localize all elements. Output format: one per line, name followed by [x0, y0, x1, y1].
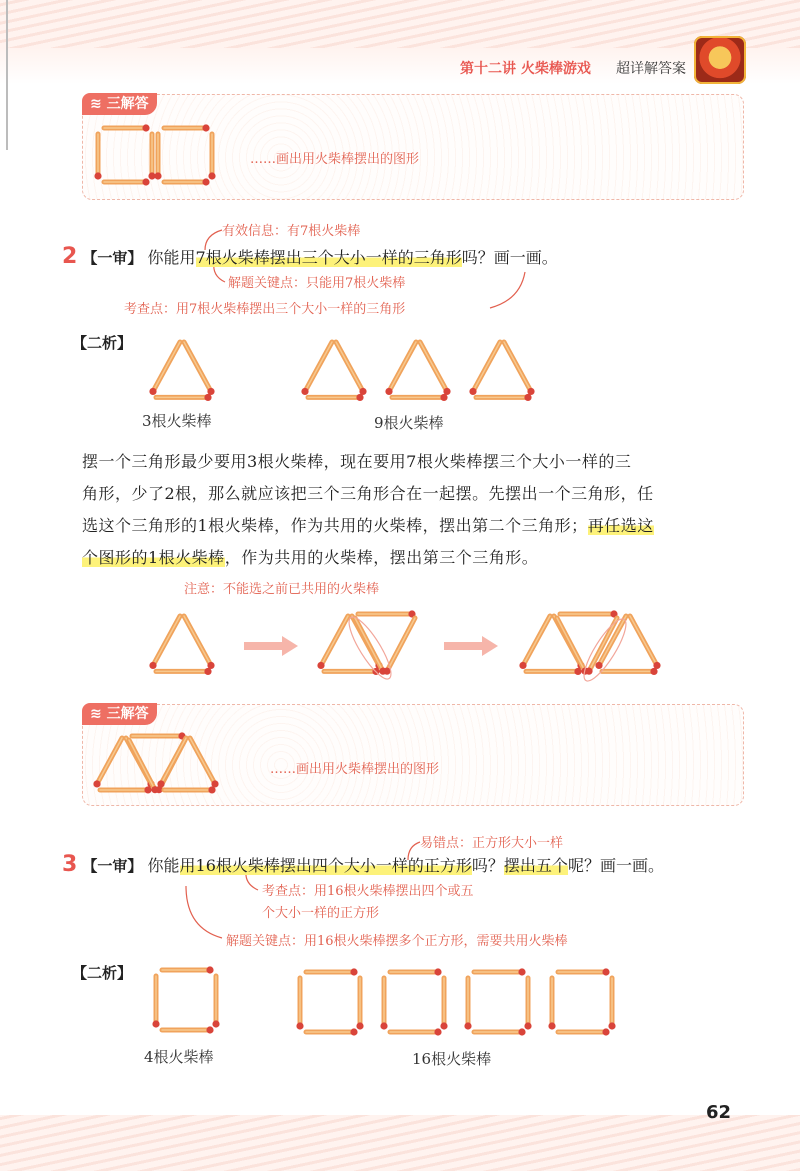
- matchstick: [306, 968, 358, 975]
- q3-text-a: 你能: [147, 856, 180, 875]
- q3-text-c: 呢？画一画。: [567, 856, 664, 875]
- matchstick: [464, 978, 471, 1030]
- matchstick: [558, 1028, 610, 1035]
- q2-note-exam: 考查点：用7根火柴棒摆出三个大小一样的三角形: [124, 302, 406, 317]
- q3-number: 3: [62, 852, 78, 877]
- matchstick: [548, 978, 555, 1030]
- q2-number: 2: [62, 244, 78, 269]
- matchstick: [390, 968, 442, 975]
- matchstick: [152, 976, 159, 1028]
- matchstick: [356, 978, 363, 1030]
- header-subtitle: 超详解答案: [616, 61, 686, 77]
- matchstick: [474, 1028, 526, 1035]
- q3-text-highlight-1: 用16根火柴棒摆出四个大小一样的正方形: [179, 856, 472, 875]
- q3-text-highlight-2: 摆出五个: [503, 856, 568, 875]
- answer-tag-2: ≋ 三解答: [82, 703, 157, 725]
- q3-text-b: 吗？: [471, 856, 504, 875]
- matchstick: [558, 968, 610, 975]
- matchstick: [474, 968, 526, 975]
- answer-tag-1: ≋ 三解答: [82, 93, 157, 115]
- q2-analysis-line4b: ，作为共用的火柴棒，摆出第三个三角形。: [224, 548, 539, 567]
- q2-note-key: 解题关键点：只能用7根火柴棒: [228, 276, 406, 291]
- matchstick: [440, 978, 447, 1030]
- q2-text-a: 你能用: [147, 248, 196, 267]
- caption-3-matches: 3根火柴棒: [142, 412, 212, 430]
- matchstick: [162, 966, 214, 973]
- q2-note-info: 有效信息：有7根火柴棒: [222, 224, 361, 239]
- answer1-note: ……画出用火柴棒摆出的图形: [250, 152, 420, 167]
- q2-analysis-line4-highlight: 个图形的1根火柴棒: [82, 548, 225, 567]
- q2-text-b: 吗？画一画。: [461, 248, 558, 267]
- q2-analysis-line3-highlight: 再任选这: [587, 516, 654, 535]
- q2-analysis-line1: 摆一个三角形最少要用3根火柴棒，现在要用7根火柴棒摆三个大小一样的三: [82, 452, 632, 471]
- matchstick: [608, 978, 615, 1030]
- q2-analysis-line2: 角形，少了2根，那么就应该把三个三角形合在一起摆。先摆出一个三角形，任: [82, 484, 654, 503]
- q2-tag: 【一审】: [82, 249, 143, 267]
- q3-analysis-tag: 【二析】: [72, 964, 133, 982]
- caption-16-matches: 16根火柴棒: [412, 1050, 492, 1068]
- wave-icon: ≋: [90, 706, 107, 722]
- matchstick: [306, 1028, 358, 1035]
- q3-note-exam-2: 个大小一样的正方形: [262, 906, 380, 921]
- matchstick: [162, 1026, 214, 1033]
- answer2-note: ……画出用火柴棒摆出的图形: [270, 762, 440, 777]
- q3-note-err: 易错点：正方形大小一样: [420, 836, 564, 851]
- matchstick: [524, 978, 531, 1030]
- wave-icon: ≋: [90, 96, 107, 112]
- q3-note-key: 解题关键点：用16根火柴棒摆多个正方形，需要共用火柴棒: [226, 934, 568, 949]
- q3-tag: 【一审】: [82, 857, 143, 875]
- q2-analysis-tag: 【二析】: [72, 334, 133, 352]
- footer-band: [0, 1115, 800, 1171]
- q2-analysis-line3a: 选这个三角形的1根火柴棒，作为共用的火柴棒，摆出第二个三角形；: [82, 516, 588, 535]
- matchstick: [212, 976, 219, 1028]
- q3-note-exam-1: 考查点：用16根火柴棒摆出四个或五: [262, 884, 474, 899]
- chapter-title: 第十二讲 火柴棒游戏: [460, 61, 591, 77]
- q2-attention-note: 注意：不能选之前已共用的火柴棒: [184, 582, 380, 597]
- page-number: 62: [706, 1102, 732, 1123]
- caption-4-matches: 4根火柴棒: [144, 1048, 214, 1066]
- matchstick: [380, 978, 387, 1030]
- matchstick: [296, 978, 303, 1030]
- q2-text-highlight: 7根火柴棒摆出三个大小一样的三角形: [195, 248, 462, 267]
- caption-9-matches: 9根火柴棒: [374, 414, 444, 432]
- matchstick: [390, 1028, 442, 1035]
